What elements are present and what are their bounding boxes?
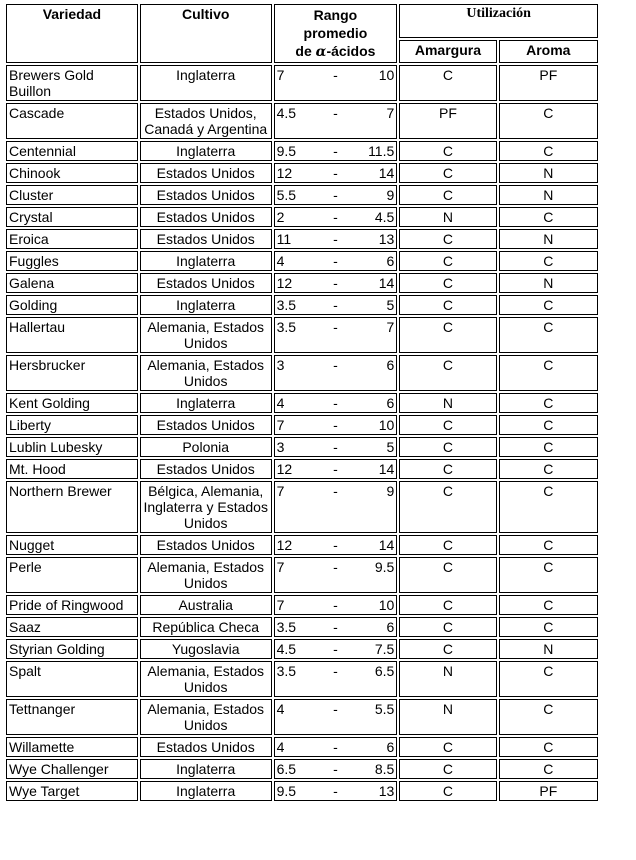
- range-min: 7: [276, 67, 285, 83]
- range-values: [277, 739, 395, 755]
- table-row: [6, 393, 598, 413]
- cell-cultivo: Inglaterra: [140, 295, 272, 315]
- range-max: 5.5: [374, 701, 395, 717]
- cell-cultivo: Alemania, Estados Unidos: [140, 355, 272, 391]
- cell-amargura: PF: [399, 103, 496, 139]
- table-row: [6, 661, 598, 697]
- cell-aroma: N: [499, 163, 598, 183]
- range-dash: -: [333, 357, 338, 373]
- cell-aroma: C: [499, 141, 598, 161]
- header-aroma: Aroma: [499, 40, 598, 63]
- cell-amargura: C: [399, 737, 496, 757]
- range-values: [277, 663, 395, 679]
- cell-aroma: C: [499, 459, 598, 479]
- range-dash: -: [333, 297, 338, 313]
- cell-amargura: C: [399, 163, 496, 183]
- range-min: 12: [276, 537, 293, 553]
- range-dash: -: [333, 597, 338, 613]
- table-row: [6, 185, 598, 205]
- range-max: 4.5: [374, 209, 395, 225]
- header-utilizacion: Utilización: [399, 4, 598, 38]
- table-header: [6, 4, 598, 63]
- range-values: [277, 619, 395, 635]
- cell-aroma: C: [499, 207, 598, 227]
- range-min: 9.5: [276, 783, 297, 799]
- range-min: 9.5: [276, 143, 297, 159]
- table-row: [6, 273, 598, 293]
- cell-cultivo: Estados Unidos: [140, 415, 272, 435]
- range-max: 13: [378, 783, 395, 799]
- cell-aroma: C: [499, 481, 598, 533]
- range-max: 5: [386, 297, 395, 313]
- range-dash: -: [333, 209, 338, 225]
- range-max: 6: [386, 619, 395, 635]
- range-dash: -: [333, 619, 338, 635]
- range-min: 4: [276, 701, 285, 717]
- table-row: [6, 415, 598, 435]
- cell-cultivo: Estados Unidos: [140, 185, 272, 205]
- range-min: 3.5: [276, 619, 297, 635]
- cell-aroma: C: [499, 595, 598, 615]
- table-row: [6, 295, 598, 315]
- header-amargura: Amargura: [399, 40, 496, 63]
- cell-aroma: N: [499, 273, 598, 293]
- range-min: 7: [276, 483, 285, 499]
- range-values: [277, 461, 395, 477]
- cell-rango: [274, 699, 398, 735]
- range-min: 6.5: [276, 761, 297, 777]
- cell-cultivo: Alemania, Estados Unidos: [140, 317, 272, 353]
- range-max: 7: [386, 105, 395, 121]
- cell-cultivo: Yugoslavia: [140, 639, 272, 659]
- header-rango-line3: [277, 42, 395, 61]
- range-max: 14: [378, 537, 395, 553]
- cell-cultivo: Inglaterra: [140, 781, 272, 801]
- cell-amargura: C: [399, 481, 496, 533]
- cell-aroma: C: [499, 737, 598, 757]
- cell-aroma: C: [499, 437, 598, 457]
- header-rango-suffix: -ácidos: [326, 43, 376, 59]
- range-values: [277, 319, 395, 335]
- range-dash: -: [333, 537, 338, 553]
- range-values: [277, 253, 395, 269]
- range-dash: -: [333, 165, 338, 181]
- cell-variedad: Cluster: [6, 185, 138, 205]
- header-row-top: [6, 4, 598, 38]
- cell-cultivo: Estados Unidos: [140, 459, 272, 479]
- range-dash: -: [333, 483, 338, 499]
- cell-amargura: C: [399, 415, 496, 435]
- range-max: 6: [386, 357, 395, 373]
- table-body: [6, 65, 598, 801]
- range-max: 9: [386, 483, 395, 499]
- range-values: [277, 165, 395, 181]
- cell-amargura: N: [399, 661, 496, 697]
- cell-rango: [274, 437, 398, 457]
- cell-cultivo: Inglaterra: [140, 141, 272, 161]
- cell-rango: [274, 759, 398, 779]
- range-max: 14: [378, 461, 395, 477]
- header-cultivo: Cultivo: [140, 4, 272, 63]
- table-row: [6, 595, 598, 615]
- range-values: [277, 483, 395, 499]
- range-min: 12: [276, 165, 293, 181]
- range-max: 6.5: [374, 663, 395, 679]
- cell-variedad: Northern Brewer: [6, 481, 138, 533]
- range-max: 6: [386, 253, 395, 269]
- range-values: [277, 641, 395, 657]
- range-values: [277, 275, 395, 291]
- cell-variedad: Chinook: [6, 163, 138, 183]
- range-max: 10: [378, 417, 395, 433]
- cell-aroma: C: [499, 415, 598, 435]
- cell-variedad: Fuggles: [6, 251, 138, 271]
- cell-variedad: Spalt: [6, 661, 138, 697]
- range-dash: -: [333, 783, 338, 799]
- cell-amargura: N: [399, 207, 496, 227]
- range-dash: -: [333, 275, 338, 291]
- cell-amargura: C: [399, 437, 496, 457]
- cell-aroma: C: [499, 557, 598, 593]
- table-row: [6, 557, 598, 593]
- cell-rango: [274, 103, 398, 139]
- range-dash: -: [333, 253, 338, 269]
- cell-aroma: C: [499, 759, 598, 779]
- table-row: [6, 737, 598, 757]
- cell-aroma: N: [499, 185, 598, 205]
- range-values: [277, 209, 395, 225]
- cell-rango: [274, 229, 398, 249]
- cell-aroma: N: [499, 229, 598, 249]
- range-min: 3: [276, 357, 285, 373]
- cell-rango: [274, 393, 398, 413]
- table-row: [6, 617, 598, 637]
- range-max: 10: [378, 597, 395, 613]
- cell-variedad: Saaz: [6, 617, 138, 637]
- cell-variedad: Styrian Golding: [6, 639, 138, 659]
- cell-variedad: Tettnanger: [6, 699, 138, 735]
- cell-aroma: C: [499, 251, 598, 271]
- range-values: [277, 783, 395, 799]
- range-max: 6: [386, 395, 395, 411]
- range-values: [277, 597, 395, 613]
- range-values: [277, 701, 395, 717]
- table-row: [6, 437, 598, 457]
- cell-cultivo: Alemania, Estados Unidos: [140, 557, 272, 593]
- range-dash: -: [333, 701, 338, 717]
- cell-variedad: Wye Challenger: [6, 759, 138, 779]
- table-row: [6, 535, 598, 555]
- range-min: 3.5: [276, 319, 297, 335]
- table-row: [6, 229, 598, 249]
- range-dash: -: [333, 231, 338, 247]
- cell-variedad: Centennial: [6, 141, 138, 161]
- range-min: 11: [276, 231, 292, 247]
- cell-variedad: Hallertau: [6, 317, 138, 353]
- cell-rango: [274, 273, 398, 293]
- cell-amargura: C: [399, 185, 496, 205]
- cell-rango: [274, 163, 398, 183]
- table-row: [6, 781, 598, 801]
- range-min: 4: [276, 253, 285, 269]
- header-variedad: Variedad: [6, 4, 138, 63]
- range-min: 4.5: [276, 641, 297, 657]
- range-min: 4: [276, 739, 285, 755]
- table-row: [6, 639, 598, 659]
- cell-amargura: C: [399, 141, 496, 161]
- cell-cultivo: Estados Unidos: [140, 737, 272, 757]
- cell-aroma: C: [499, 317, 598, 353]
- cell-variedad: Nugget: [6, 535, 138, 555]
- cell-amargura: C: [399, 617, 496, 637]
- cell-rango: [274, 595, 398, 615]
- range-min: 4: [276, 395, 285, 411]
- cell-cultivo: Estados Unidos: [140, 207, 272, 227]
- cell-amargura: C: [399, 229, 496, 249]
- cell-amargura: N: [399, 393, 496, 413]
- cell-aroma: N: [499, 639, 598, 659]
- cell-amargura: C: [399, 759, 496, 779]
- cell-amargura: C: [399, 273, 496, 293]
- range-dash: -: [333, 739, 338, 755]
- range-dash: -: [333, 641, 338, 657]
- range-max: 6: [386, 739, 395, 755]
- range-min: 7: [276, 417, 285, 433]
- range-min: 3: [276, 439, 285, 455]
- cell-variedad: Brewers Gold Buillon: [6, 65, 138, 101]
- cell-cultivo: Estados Unidos, Canadá y Argentina: [140, 103, 272, 139]
- cell-amargura: C: [399, 355, 496, 391]
- cell-variedad: Eroica: [6, 229, 138, 249]
- table-row: [6, 459, 598, 479]
- cell-cultivo: Australia: [140, 595, 272, 615]
- range-min: 12: [276, 461, 293, 477]
- cell-variedad: Crystal: [6, 207, 138, 227]
- range-min: 7: [276, 597, 285, 613]
- range-max: 7: [386, 319, 395, 335]
- cell-rango: [274, 661, 398, 697]
- range-max: 13: [378, 231, 395, 247]
- cell-variedad: Kent Golding: [6, 393, 138, 413]
- hop-varieties-table: [4, 2, 600, 803]
- cell-amargura: N: [399, 699, 496, 735]
- cell-cultivo: Inglaterra: [140, 759, 272, 779]
- range-values: [277, 417, 395, 433]
- cell-rango: [274, 415, 398, 435]
- cell-variedad: Pride of Ringwood: [6, 595, 138, 615]
- cell-rango: [274, 781, 398, 801]
- range-values: [277, 357, 395, 373]
- range-dash: -: [333, 187, 338, 203]
- range-max: 9: [386, 187, 395, 203]
- table-row: [6, 163, 598, 183]
- cell-aroma: C: [499, 661, 598, 697]
- cell-amargura: C: [399, 781, 496, 801]
- cell-rango: [274, 317, 398, 353]
- cell-rango: [274, 185, 398, 205]
- cell-amargura: C: [399, 65, 496, 101]
- table-row: [6, 355, 598, 391]
- cell-aroma: C: [499, 393, 598, 413]
- cell-cultivo: Inglaterra: [140, 393, 272, 413]
- cell-aroma: C: [499, 355, 598, 391]
- range-dash: -: [333, 143, 338, 159]
- range-values: [277, 231, 395, 247]
- cell-amargura: C: [399, 251, 496, 271]
- cell-rango: [274, 737, 398, 757]
- cell-aroma: PF: [499, 65, 598, 101]
- cell-rango: [274, 617, 398, 637]
- range-max: 9.5: [374, 559, 395, 575]
- cell-cultivo: Inglaterra: [140, 251, 272, 271]
- cell-rango: [274, 459, 398, 479]
- cell-aroma: PF: [499, 781, 598, 801]
- range-min: 5.5: [276, 187, 297, 203]
- cell-rango: [274, 535, 398, 555]
- range-dash: -: [333, 319, 338, 335]
- cell-cultivo: Estados Unidos: [140, 163, 272, 183]
- table-row: [6, 759, 598, 779]
- range-min: 3.5: [276, 297, 297, 313]
- range-dash: -: [333, 417, 338, 433]
- cell-cultivo: Estados Unidos: [140, 273, 272, 293]
- range-values: [277, 761, 395, 777]
- range-max: 5: [386, 439, 395, 455]
- cell-variedad: Golding: [6, 295, 138, 315]
- cell-amargura: C: [399, 295, 496, 315]
- cell-aroma: C: [499, 535, 598, 555]
- cell-variedad: Liberty: [6, 415, 138, 435]
- range-dash: -: [333, 663, 338, 679]
- cell-cultivo: República Checa: [140, 617, 272, 637]
- table-row: [6, 65, 598, 101]
- table-row: [6, 207, 598, 227]
- cell-variedad: Galena: [6, 273, 138, 293]
- range-values: [277, 187, 395, 203]
- header-rango-line2: promedio: [303, 25, 368, 41]
- cell-variedad: Wye Target: [6, 781, 138, 801]
- range-values: [277, 67, 395, 83]
- header-rango-line1: Rango: [313, 7, 358, 23]
- cell-amargura: C: [399, 317, 496, 353]
- range-values: [277, 537, 395, 553]
- cell-variedad: Willamette: [6, 737, 138, 757]
- cell-rango: [274, 295, 398, 315]
- cell-cultivo: Bélgica, Alemania, Inglaterra y Estados Unidos: [140, 481, 272, 533]
- range-max: 14: [378, 165, 395, 181]
- cell-amargura: C: [399, 595, 496, 615]
- table-row: [6, 141, 598, 161]
- range-values: [277, 297, 395, 313]
- range-min: 2: [276, 209, 285, 225]
- cell-rango: [274, 481, 398, 533]
- cell-variedad: Perle: [6, 557, 138, 593]
- cell-variedad: Cascade: [6, 103, 138, 139]
- cell-cultivo: Inglaterra: [140, 65, 272, 101]
- table-row: [6, 251, 598, 271]
- cell-cultivo: Polonia: [140, 437, 272, 457]
- range-values: [277, 439, 395, 455]
- cell-cultivo: Estados Unidos: [140, 535, 272, 555]
- range-max: 7.5: [374, 641, 395, 657]
- cell-rango: [274, 65, 398, 101]
- table-row: [6, 103, 598, 139]
- cell-rango: [274, 639, 398, 659]
- range-dash: -: [333, 559, 338, 575]
- range-max: 8.5: [374, 761, 395, 777]
- table-row: [6, 481, 598, 533]
- alpha-symbol: α: [315, 44, 327, 60]
- cell-aroma: C: [499, 617, 598, 637]
- cell-amargura: C: [399, 639, 496, 659]
- range-dash: -: [333, 439, 338, 455]
- cell-aroma: C: [499, 295, 598, 315]
- cell-cultivo: Alemania, Estados Unidos: [140, 699, 272, 735]
- cell-rango: [274, 251, 398, 271]
- cell-rango: [274, 207, 398, 227]
- header-rango-prefix: de: [295, 43, 316, 59]
- range-max: 10: [378, 67, 395, 83]
- cell-cultivo: Estados Unidos: [140, 229, 272, 249]
- range-max: 11.5: [368, 143, 395, 159]
- cell-aroma: C: [499, 699, 598, 735]
- cell-amargura: C: [399, 557, 496, 593]
- range-min: 3.5: [276, 663, 297, 679]
- cell-rango: [274, 141, 398, 161]
- range-dash: -: [333, 461, 338, 477]
- range-max: 14: [378, 275, 395, 291]
- cell-aroma: C: [499, 103, 598, 139]
- range-dash: -: [333, 67, 338, 83]
- range-dash: -: [333, 395, 338, 411]
- cell-cultivo: Alemania, Estados Unidos: [140, 661, 272, 697]
- table-row: [6, 699, 598, 735]
- cell-amargura: C: [399, 459, 496, 479]
- cell-variedad: Hersbrucker: [6, 355, 138, 391]
- cell-variedad: Lublin Lubesky: [6, 437, 138, 457]
- range-dash: -: [333, 105, 338, 121]
- range-values: [277, 559, 395, 575]
- cell-rango: [274, 355, 398, 391]
- range-min: 7: [276, 559, 285, 575]
- range-min: 4.5: [276, 105, 297, 121]
- range-min: 12: [276, 275, 293, 291]
- header-rango: [274, 4, 398, 63]
- range-values: [277, 395, 395, 411]
- range-values: [277, 143, 395, 159]
- cell-amargura: C: [399, 535, 496, 555]
- range-dash: -: [333, 761, 338, 777]
- cell-variedad: Mt. Hood: [6, 459, 138, 479]
- cell-rango: [274, 557, 398, 593]
- table-row: [6, 317, 598, 353]
- range-values: [277, 105, 395, 121]
